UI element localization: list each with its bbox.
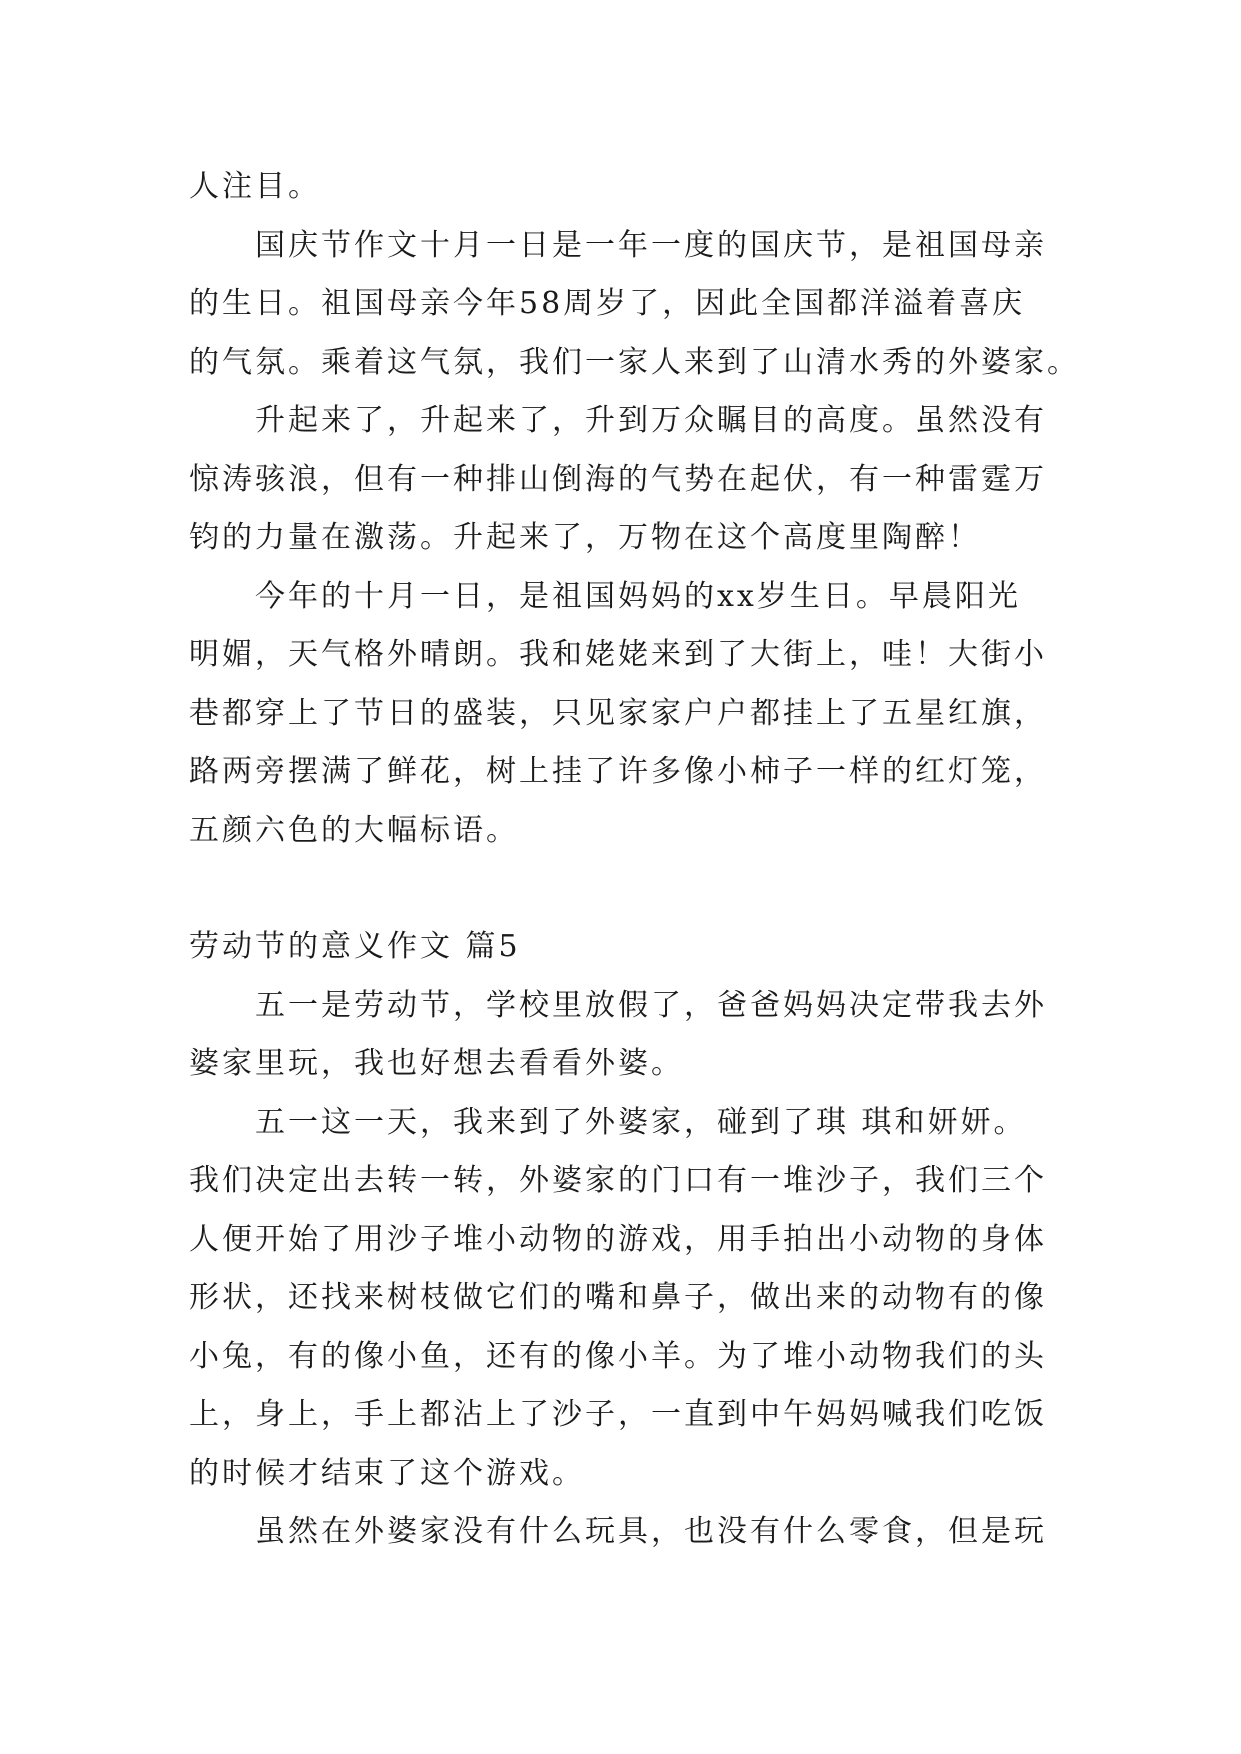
paragraph-line: 的生日。祖国母亲今年58周岁了，因此全国都洋溢着喜庆 [189,286,1026,321]
paragraph-line: 五颜六色的大幅标语。 [189,812,519,848]
paragraph-line: 小兔，有的像小鱼，还有的像小羊。为了堆小动物我们的头 [189,1338,1047,1374]
paragraph-line: 的时候才结束了这个游戏。 [189,1455,585,1491]
paragraph-line: 五一这一天，我来到了外婆家，碰到了琪 琪和妍妍。 [255,1104,1027,1140]
paragraph-line: 的气氛。乘着这气氛，我们一家人来到了山清水秀的外婆家。 [189,344,1080,380]
paragraph-line: 明媚，天气格外晴朗。我和姥姥来到了大街上，哇！大街小 [189,637,1047,672]
paragraph-line: 钧的力量在激荡。升起来了，万物在这个高度里陶醉！ [189,520,981,555]
paragraph-line: 婆家里玩，我也好想去看看外婆。 [189,1046,684,1081]
paragraph-line: 人注目。 [189,169,321,204]
paragraph-line: 虽然在外婆家没有什么玩具，也没有什么零食，但是玩 [255,1514,1047,1549]
section-heading: 劳动节的意义作文 篇5 [189,929,521,964]
paragraph-line: 人便开始了用沙子堆小动物的游戏，用手拍出小动物的身体 [189,1221,1047,1257]
paragraph-line: 升起来了，升起来了，升到万众瞩目的高度。虽然没有 [255,403,1047,438]
paragraph-line: 今年的十月一日，是祖国妈妈的xx岁生日。早晨阳光 [255,578,1021,614]
paragraph-line: 路两旁摆满了鲜花，树上挂了许多像小柿子一样的红灯笼， [189,754,1047,789]
paragraph-line: 五一是劳动节，学校里放假了，爸爸妈妈决定带我去外 [255,987,1047,1023]
paragraph-line: 惊涛骇浪，但有一种排山倒海的气势在起伏，有一种雷霆万 [189,461,1047,497]
document-body [189,158,1080,1562]
paragraph-line: 国庆节作文十月一日是一年一度的国庆节，是祖国母亲 [255,227,1047,263]
paragraph-line: 上，身上，手上都沾上了沙子，一直到中午妈妈喊我们吃饭 [189,1397,1047,1432]
paragraph-line: 形状，还找来树枝做它们的嘴和鼻子，做出来的动物有的像 [189,1280,1047,1315]
section-gap [189,860,1059,918]
paragraph-line: 巷都穿上了节日的盛装，只见家家户户都挂上了五星红旗， [189,695,1047,731]
paragraph-line: 我们决定出去转一转，外婆家的门口有一堆沙子，我们三个 [189,1163,1047,1198]
